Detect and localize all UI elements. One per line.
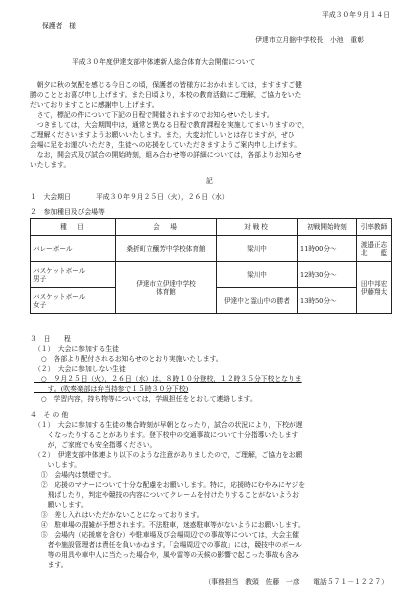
table-row bbox=[31, 236, 392, 262]
notes-line: （２） 伊達支部中体連より以下のような注意がありましたので，ご理解，ご協力をお願 bbox=[34, 451, 303, 459]
schedule-line: ○ 学習内容，持ち物等については，学級担任をとおして連絡します。 bbox=[34, 395, 257, 403]
notes-line: ます。 bbox=[34, 561, 68, 569]
notes-line: 飛ばしたり，判定や競技の内容についてクレームを付けたりすることがないようお bbox=[34, 491, 299, 499]
intro-line: 朝夕に秋の気配を感じる今日この頃，保護者の皆様方におかれましては，ますますご健 bbox=[30, 81, 302, 89]
events-table bbox=[30, 218, 392, 314]
schedule-heading: ３ 日 程 bbox=[30, 335, 71, 343]
time-cell: 11時00分～ bbox=[298, 236, 357, 262]
venue-cell: 伊達市立伊達中学校 体育館 bbox=[116, 262, 217, 314]
intro-line: さて，標記の件について下記の日程で開催されますのでお知らせいたします。 bbox=[30, 111, 274, 119]
event-cell: バレーボール bbox=[31, 236, 116, 262]
event-cell: バスケットボール 女子 bbox=[31, 288, 116, 314]
sender: 伊達市立月舘中学校長 小池 重彰 bbox=[255, 36, 364, 44]
header-venue: 会 場 bbox=[116, 219, 217, 236]
event-date-value: 平成３０年９月２５日（火），２６日（水） bbox=[96, 193, 229, 201]
intro-line: いたします。 bbox=[30, 161, 71, 169]
notes-line: 等の用具や車中人に当たった場合や，風や雷等の天候の影響で起こった事故も含み bbox=[34, 551, 299, 559]
header-teacher: 引率教師 bbox=[357, 219, 392, 236]
events-heading: ２ 参加種目及び会場等 bbox=[30, 208, 105, 216]
intro-line: 会場に足をお運びいただき，生徒への応援をしていただきますようご案内申し上げます。 bbox=[30, 141, 302, 149]
date-line: 平成３０年９月１４日 bbox=[322, 11, 390, 19]
intro-line: なお，開会式及び試合の開始時刻，組み合わせ等の詳細については，各部よりお知らせ bbox=[30, 151, 302, 159]
notes-line: くなったりすることがあります。登下校中の交通事故について十分指導いたします bbox=[34, 431, 299, 439]
intro-line: だいておりますことに感謝申し上げます。 bbox=[30, 101, 159, 109]
schedule-line: ○ 各部より配付されるお知らせのとおり実施いたします。 bbox=[34, 355, 223, 363]
notes-line: ③ 差し入れはいただかないことになっております。 bbox=[34, 511, 204, 519]
opponent-cell: 梁川中 bbox=[217, 262, 298, 288]
document-title: 平成３０年度伊達支部中体連新人総合体育大会開催について bbox=[72, 58, 256, 66]
time-cell: 13時50分～ bbox=[298, 288, 357, 314]
schedule-line: す。(吹奏楽部は弁当持参で１５時３０分下校) bbox=[34, 385, 189, 393]
notes-line: ④ 駐車場の混雑が予想されます。不法駐車，迷惑駐車等がないようにお願いします。 bbox=[34, 521, 305, 529]
teacher-cell: 渡邉正志 北 藍 bbox=[357, 236, 392, 262]
notes-line: が，ご家庭でも安全指導ください。 bbox=[34, 441, 157, 449]
header-event: 種 目 bbox=[31, 219, 116, 236]
notes-line: （１） 大会に参加する生徒の集合時刻が早朝となったり，試合の状況により，下校が遅 bbox=[34, 421, 303, 429]
header-start-time: 初戦開始時刻 bbox=[298, 219, 357, 236]
teacher-cell: 田中邦宏 伊藤翔太 bbox=[357, 262, 392, 314]
notes-line: 願いします。 bbox=[34, 501, 88, 509]
venue-cell: 桑折町立醸芳中学校体育館 bbox=[116, 236, 217, 262]
notes-line: ⑤ 会場内（応援席を含む）や駐車場及び会場周辺での事故等については，大会主催 bbox=[34, 531, 299, 539]
table-row bbox=[31, 262, 392, 288]
notes-line: 者や施設管理者は責任を負いかねます。「会場周辺での事故」には，競技中のボール bbox=[34, 541, 302, 549]
notes-line: いします。 bbox=[34, 461, 82, 469]
schedule-line: ○ ９月２５日（火），２６日（水）は，８時１０分登校，１２時３５分下校となりま bbox=[34, 375, 302, 383]
contact-info: （事務担当 教頭 佐藤 一彦 電話５７１－１２２７） bbox=[204, 578, 388, 586]
intro-line: つきましては，大会期間中は，通常と異なる日程で教育課程を実施してまいりますので， bbox=[30, 121, 309, 129]
opponent-cell: 梁川中 bbox=[217, 236, 298, 262]
header-opponent: 対戦校 bbox=[217, 219, 298, 236]
table-header-row bbox=[31, 219, 392, 236]
time-cell: 12時30分～ bbox=[298, 262, 357, 288]
notes-line: ① 会場内は禁煙です。 bbox=[34, 471, 116, 479]
event-date-label: １ 大会期日 bbox=[30, 193, 71, 201]
intro-line: ご理解くださいますようお願いいたします。また，大変お忙しいとは存じますが，ぜひ bbox=[30, 131, 295, 139]
intro-line: 勝のこととお喜び申し上げます。また日頃より，本校の教育活動にご理解，ご協力をいた bbox=[30, 91, 302, 99]
schedule-line: （２） 大会に参加しない生徒 bbox=[34, 365, 126, 373]
opponent-cell: 伊達中と霊山中の勝者 bbox=[217, 288, 298, 314]
event-cell: バスケットボール 男子 bbox=[31, 262, 116, 288]
notes-line: ② 応援のマナーについて十分な配慮をお願いします。特に，応援時にむやみにヤジを bbox=[34, 481, 306, 489]
schedule-line: （１） 大会に参加する生徒 bbox=[34, 345, 119, 353]
notes-heading: ４ そ の 他 bbox=[30, 411, 69, 419]
recipient: 保護者 様 bbox=[42, 22, 76, 30]
ki-heading: 記 bbox=[206, 177, 213, 185]
